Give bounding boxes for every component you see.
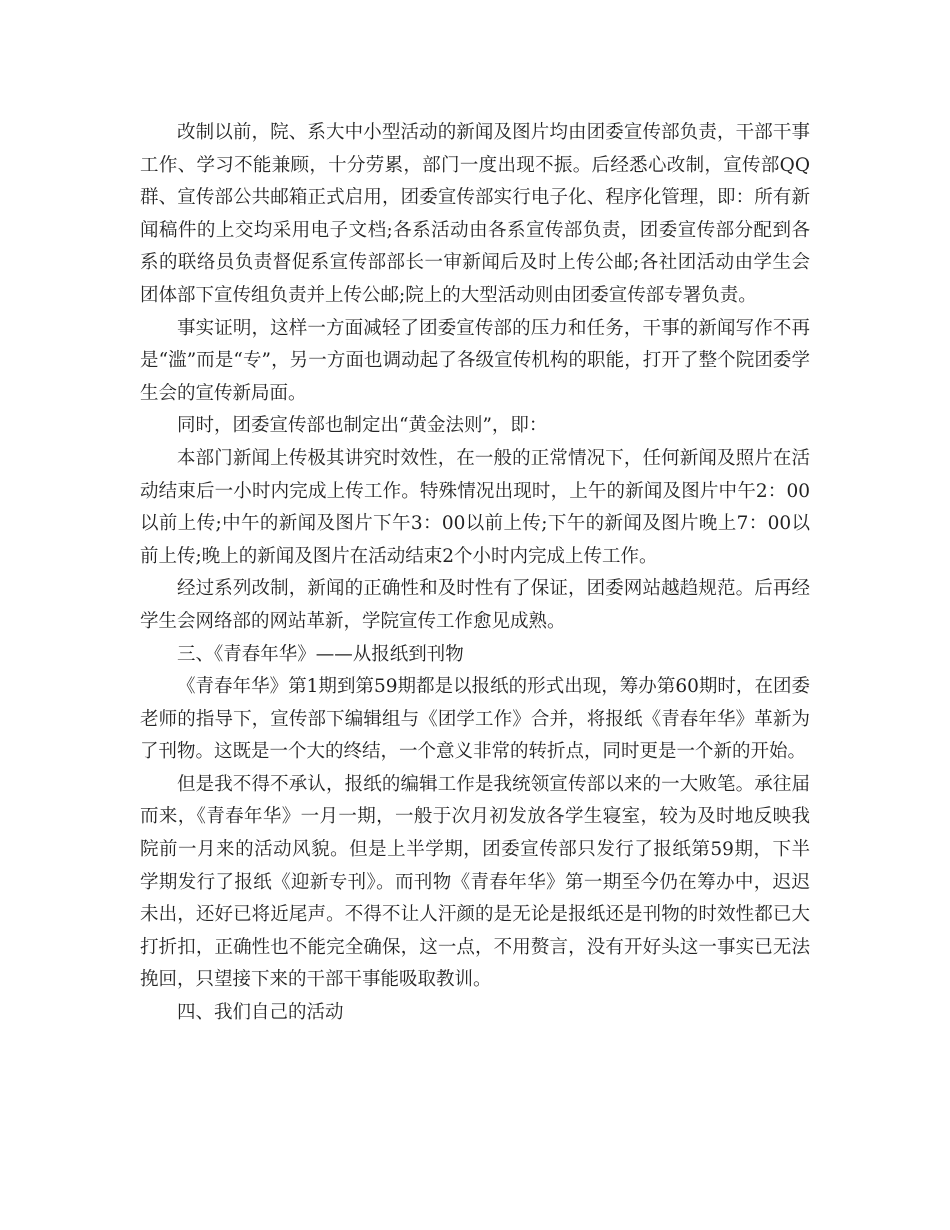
paragraph-reflection: 但是我不得不承认，报纸的编辑工作是我统领宣传部以来的一大败笔。承往届而来，《青春年华》一月一期，一般于次月初发放各学生寝室，较为及时地反映我院前一月来的活动风貌。但是上半学期，团委宣传部只发行了报纸第59期，下半学期发行了报纸《迎新专刊》。而刊物《青春年华》第一期至今仍在筹办中，迟迟未出，还好已将近尾声。不得不让人汗颜的是无论是报纸还是刊物的时效性都已大打折扣，正确性也不能完全确保，这一点，不用赘言，没有开好头这一事实已无法挽回，只望接下来的干部干事能吸取教训。 bbox=[140, 773, 810, 991]
section-heading-4: 四、我们自己的活动 bbox=[177, 1002, 344, 1024]
paragraph-timeliness: 本部门新闻上传极其讲究时效性，在一般的正常情况下，任何新闻及照片在活动结束后一小时内完成上传工作。特殊情况出现时，上午的新闻及图片中午2：00以前上传;中午的新闻及图片下午3：00以前上传;下午的新闻及图片晚上7：00以前上传;晚上的新闻及图片在活动结束2个小时内完成上传工作。 bbox=[140, 447, 810, 567]
paragraph-results: 经过系列改制，新闻的正确性和及时性有了保证，团委网站越趋规范。后再经学生会网络部的网站革新，学院宣传工作愈见成熟。 bbox=[140, 578, 810, 632]
section-heading-3: 三、《青春年华》——从报纸到刊物 bbox=[177, 643, 464, 665]
paragraph-reform: 改制以前，院、系大中小型活动的新闻及图片均由团委宣传部负责，干部干事工作、学习不能兼顾，十分劳累，部门一度出现不振。后经悉心改制，宣传部QQ群、宣传部公共邮箱正式启用，团委宣传部实行电子化、程序化管理，即：所有新闻稿件的上交均采用电子文档;各系活动由各系宣传部负责，团委宣传部分配到各系的联络员负责督促系宣传部部长一审新闻后及时上传公邮;各社团活动由学生会团体部下宣传组负责并上传公邮;院上的大型活动则由团委宣传部专署负责。 bbox=[140, 122, 810, 306]
paragraph-golden-rule: 同时，团委宣传部也制定出“黄金法则”，即： bbox=[177, 415, 548, 437]
paragraph-facts: 事实证明，这样一方面减轻了团委宣传部的压力和任务，干事的新闻写作不再是“滥”而是“专”，另一方面也调动起了各级宣传机构的职能，打开了整个院团委学生会的宣传新局面。 bbox=[140, 317, 810, 404]
paragraph-magazine: 《青春年华》第1期到第59期都是以报纸的形式出现，筹办第60期时，在团委老师的指导下，宣传部下编辑组与《团学工作》合并，将报纸《青春年华》革新为了刊物。这既是一个大的终结，一个意义非常的转折点，同时更是一个新的开始。 bbox=[140, 676, 810, 763]
